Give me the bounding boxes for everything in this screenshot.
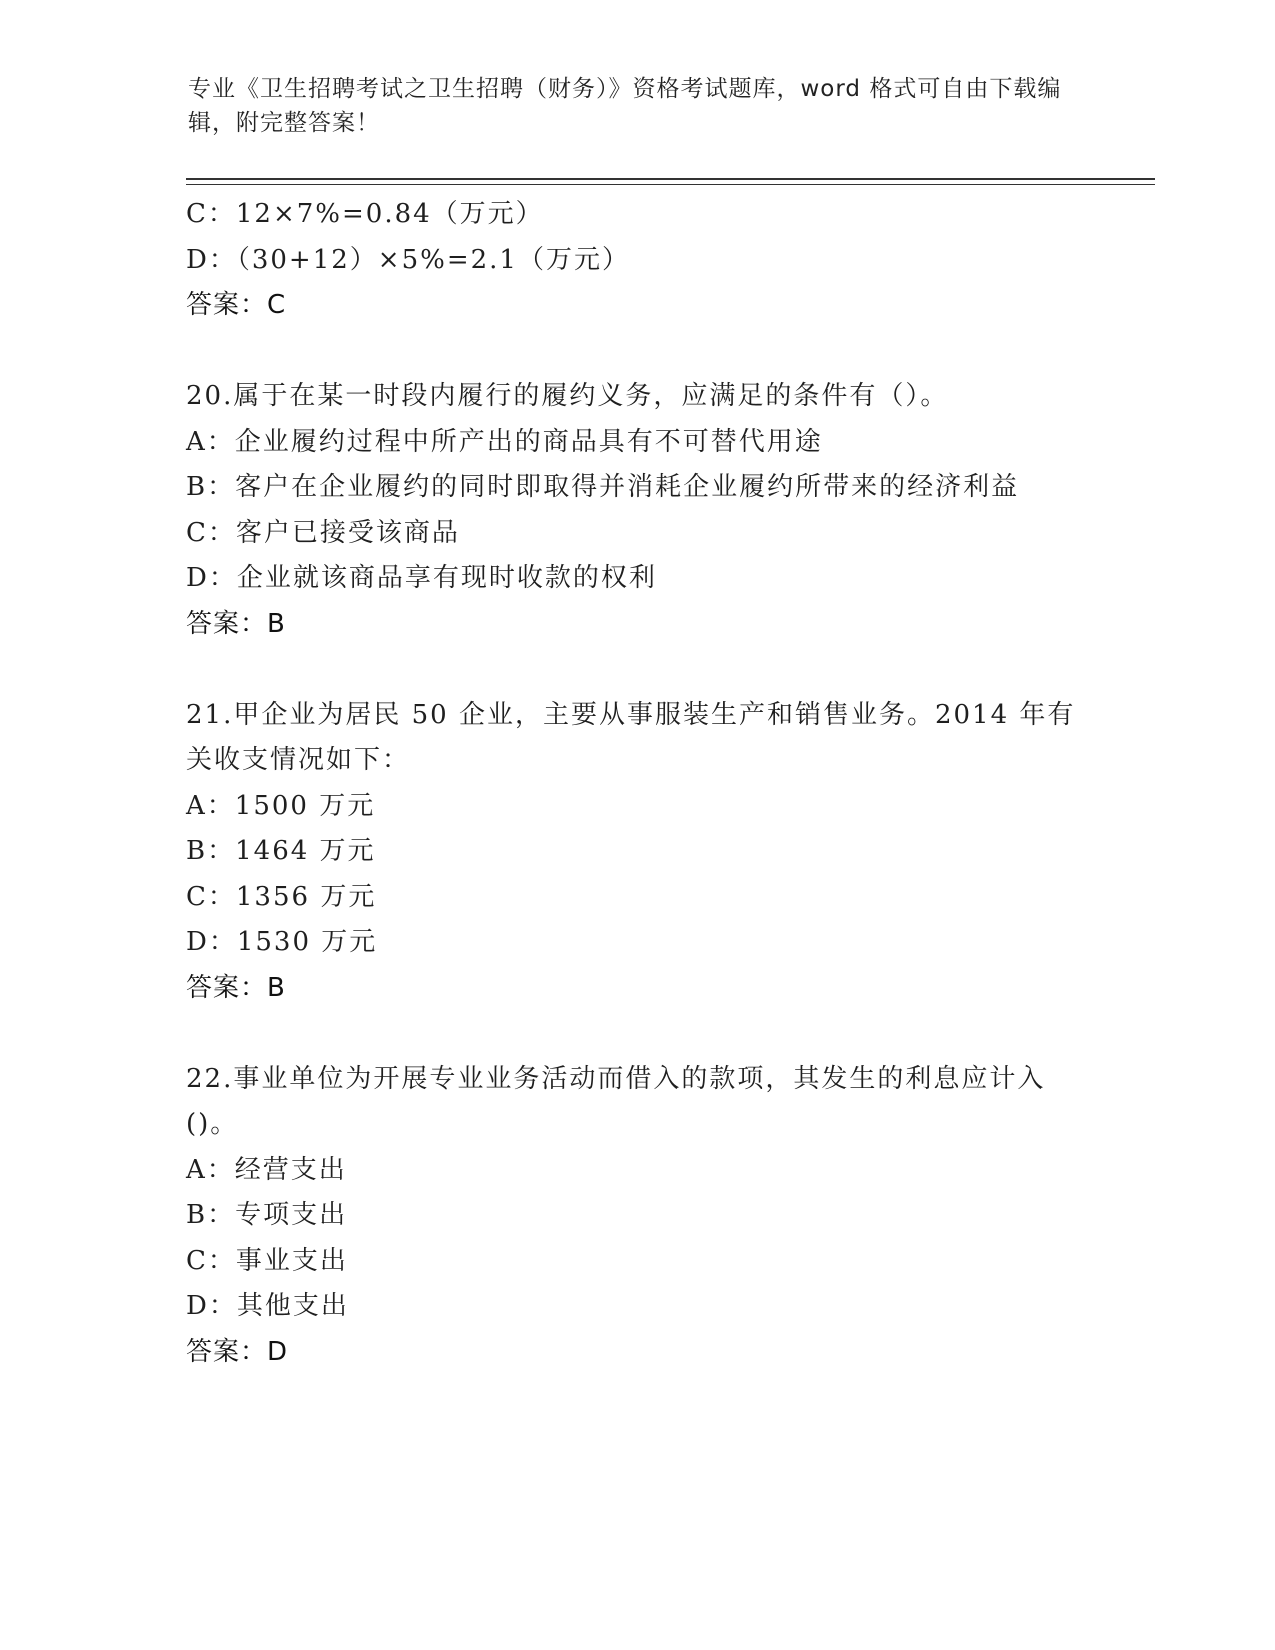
option-d: D：（30+12）×5%=2.1（万元）: [186, 244, 630, 275]
question-stem-line-2: ()。: [186, 1109, 239, 1139]
document-body: [186, 192, 1086, 1375]
option-b: B：专项支出: [186, 1200, 348, 1230]
option-a: A：1500 万元: [186, 790, 376, 821]
spacer: [186, 1011, 1086, 1057]
option-d: D：1530 万元: [186, 927, 378, 957]
question-stem-line-1: 21.甲企业为居民 50 企业，主要从事服装生产和销售业务。2014 年有: [186, 699, 1076, 730]
header-divider-thin: [186, 184, 1155, 185]
answer-line: 答案：D: [186, 1336, 289, 1367]
option-b: B：客户在企业履约的同时即取得并消耗企业履约所带来的经济利益: [186, 472, 1020, 502]
option-c: C：1356 万元: [186, 881, 377, 912]
option-d: D：企业就该商品享有现时收款的权利: [186, 563, 657, 593]
question-stem-line-1: 22.事业单位为开展专业业务活动而借入的款项，其发生的利息应计入: [186, 1063, 1046, 1094]
question-stem-line-2: 关收支情况如下：: [186, 745, 411, 775]
document-header: 专业《卫生招聘考试之卫生招聘（财务）》资格考试题库，word 格式可自由下载编辑，附完整答案！: [188, 76, 1062, 136]
option-d: D：其他支出: [186, 1291, 349, 1321]
option-a: A：企业履约过程中所产出的商品具有不可替代用途: [186, 426, 823, 457]
answer-line: 答案：B: [186, 972, 286, 1003]
answer-line: 答案：C: [186, 290, 287, 320]
option-a: A：经营支出: [186, 1154, 347, 1185]
spacer: [186, 329, 1086, 375]
header-divider-thick: [186, 178, 1155, 180]
question-stem: 20.属于在某一时段内履行的履约义务，应满足的条件有（）。: [186, 381, 949, 411]
option-c: C：事业支出: [186, 1245, 348, 1276]
question-20: [186, 374, 1086, 647]
continued-question: [186, 192, 1086, 329]
spacer: [186, 647, 1086, 693]
question-22: [186, 1057, 1086, 1376]
answer-line: 答案：B: [186, 608, 286, 639]
option-c: C：12×7%=0.84（万元）: [186, 199, 544, 229]
option-c: C：客户已接受该商品: [186, 517, 460, 548]
question-21: [186, 693, 1086, 1012]
option-b: B：1464 万元: [186, 836, 376, 866]
